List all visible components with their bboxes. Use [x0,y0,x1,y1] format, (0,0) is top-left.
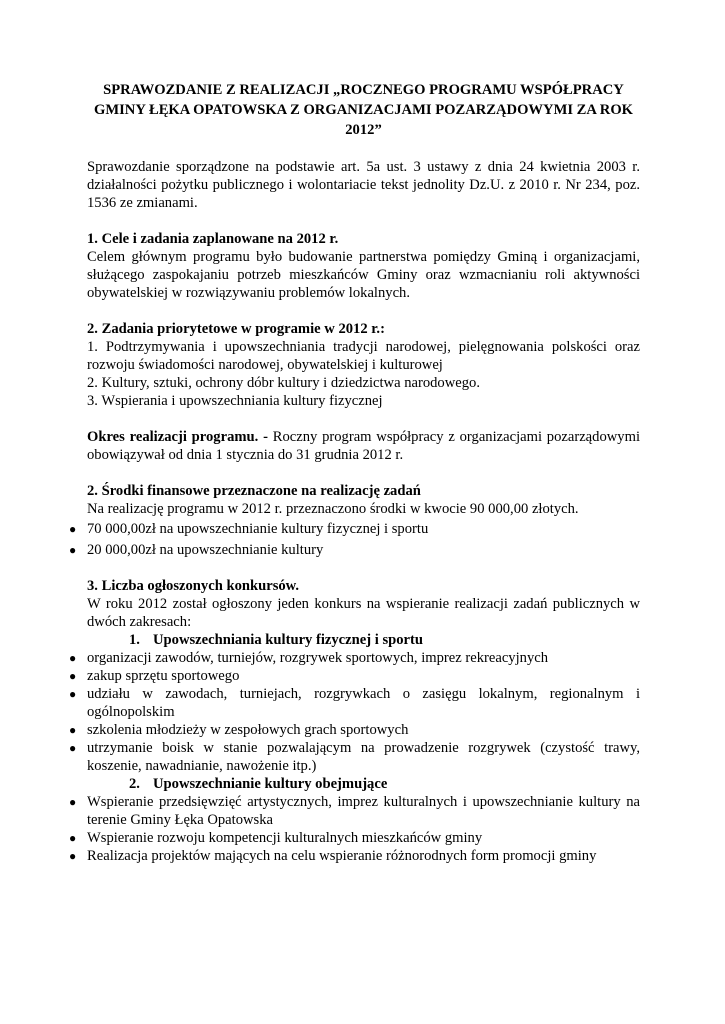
priority-item-3: 3. Wspierania i upowszechniania kultury fizycznej [87,393,383,409]
list-item: ● organizacji zawodów, turniejów, rozgrywek sportowych, imprez rekreacyjnych [69,650,549,666]
area-2-list [69,793,640,865]
list-item: ● udziału w zawodach, turniejach, rozgrywkach o zasięgu lokalnym, regionalnym i ogólnopolskim [69,686,640,720]
title-line-3: 2012” [345,122,382,138]
area-2-title: 2. Upowszechnianie kultury obejmujące [129,776,388,792]
contests-heading: 3. Liczba ogłoszonych konkursów. [87,578,300,594]
section2-heading: 2. Zadania priorytetowe w programie w 2012 r.: [87,321,385,337]
priority-item-2: 2. Kultury, sztuki, ochrony dóbr kultury i dziedzictwa narodowego. [87,375,480,391]
bullet-icon: ● [69,741,77,755]
bullet-icon: ● [69,849,77,863]
list-item: ● Realizacja projektów mających na celu wspieranie różnorodnych form promocji gminy [69,848,597,864]
bullet-icon: ● [69,669,77,683]
list-item: ● szkolenia młodzieży w zespołowych grach sportowych [69,722,409,738]
bullet-icon: ● [69,522,77,536]
title-line-1: SPRAWOZDANIE Z REALIZACJI „ROCZNEGO PROGRAMU WSPÓŁPRACY [103,82,624,98]
funds-text: Na realizację programu w 2012 r. przeznaczono środki w kwocie 90 000,00 złotych. [87,501,579,517]
document-page [69,80,640,865]
period-text: Roczny program współpracy z organizacjami pozarządowymi obowiązywał od dnia 1 stycznia do 31 grudnia 2012 r. [87,429,640,463]
bullet-icon: ● [69,543,77,557]
funds-heading: 2. Środki finansowe przeznaczone na realizację zadań [87,483,421,499]
bullet-icon: ● [69,723,77,737]
list-item: ● 70 000,00zł na upowszechnianie kultury fizycznej i sportu [69,521,429,537]
section1-text: Celem głównym programu było budowanie partnerstwa pomiędzy Gminą i organizacjami, służącego zaspokajaniu potrzeb mieszkańców Gminy oraz wzmacnianiu roli aktywności obywatelskiej w rozwiązywaniu problemów lokalnych. [87,249,640,301]
bullet-icon: ● [69,687,77,701]
list-item: ● utrzymanie boisk w stanie pozwalającym na prowadzenie rozgrywek (czystość trawy, koszenie, nawadnianie, nawożenie itp.) [69,740,640,774]
bullet-icon: ● [69,795,77,809]
intro-paragraph: Sprawozdanie sporządzone na podstawie art. 5a ust. 3 ustawy z dnia 24 kwietnia 2003 r. działalności pożytku publicznego i wolontariacie tekst jednolity Dz.U. z 2010 r. Nr 234, poz. 1536 ze zmianami. [87,159,640,211]
contests-text: W roku 2012 został ogłoszony jeden konkurs na wspieranie realizacji zadań publicznych w dwóch zakresach: [87,596,640,630]
title-line-2: GMINY ŁĘKA OPATOWSKA Z ORGANIZACJAMI POZARZĄDOWYMI ZA ROK [93,102,634,118]
period-paragraph [87,428,640,464]
list-item: ● 20 000,00zł na upowszechnianie kultury [69,542,324,558]
period-label: Okres realizacji programu. - [87,429,268,445]
list-item: ● Wspieranie przedsięwzięć artystycznych, imprez kulturalnych i upowszechnianie kultury na terenie Gminy Łęka Opatowska [69,794,640,828]
bullet-icon: ● [69,651,77,665]
area-1-list [69,649,640,775]
list-item: ● Wspieranie rozwoju kompetencji kulturalnych mieszkańców gminy [69,830,483,846]
document-title [87,80,640,140]
section1-heading: 1. Cele i zadania zaplanowane na 2012 r. [87,231,339,247]
funds-list [69,520,640,559]
bullet-icon: ● [69,831,77,845]
list-item: ● zakup sprzętu sportowego [69,668,240,684]
area-1-title: 1. Upowszechniania kultury fizycznej i sportu [129,632,423,648]
priority-item-1: 1. Podtrzymywania i upowszechniania tradycji narodowej, pielęgnowania polskości oraz rozwoju świadomości narodowej, obywatelskiej i kulturowej [87,339,640,373]
